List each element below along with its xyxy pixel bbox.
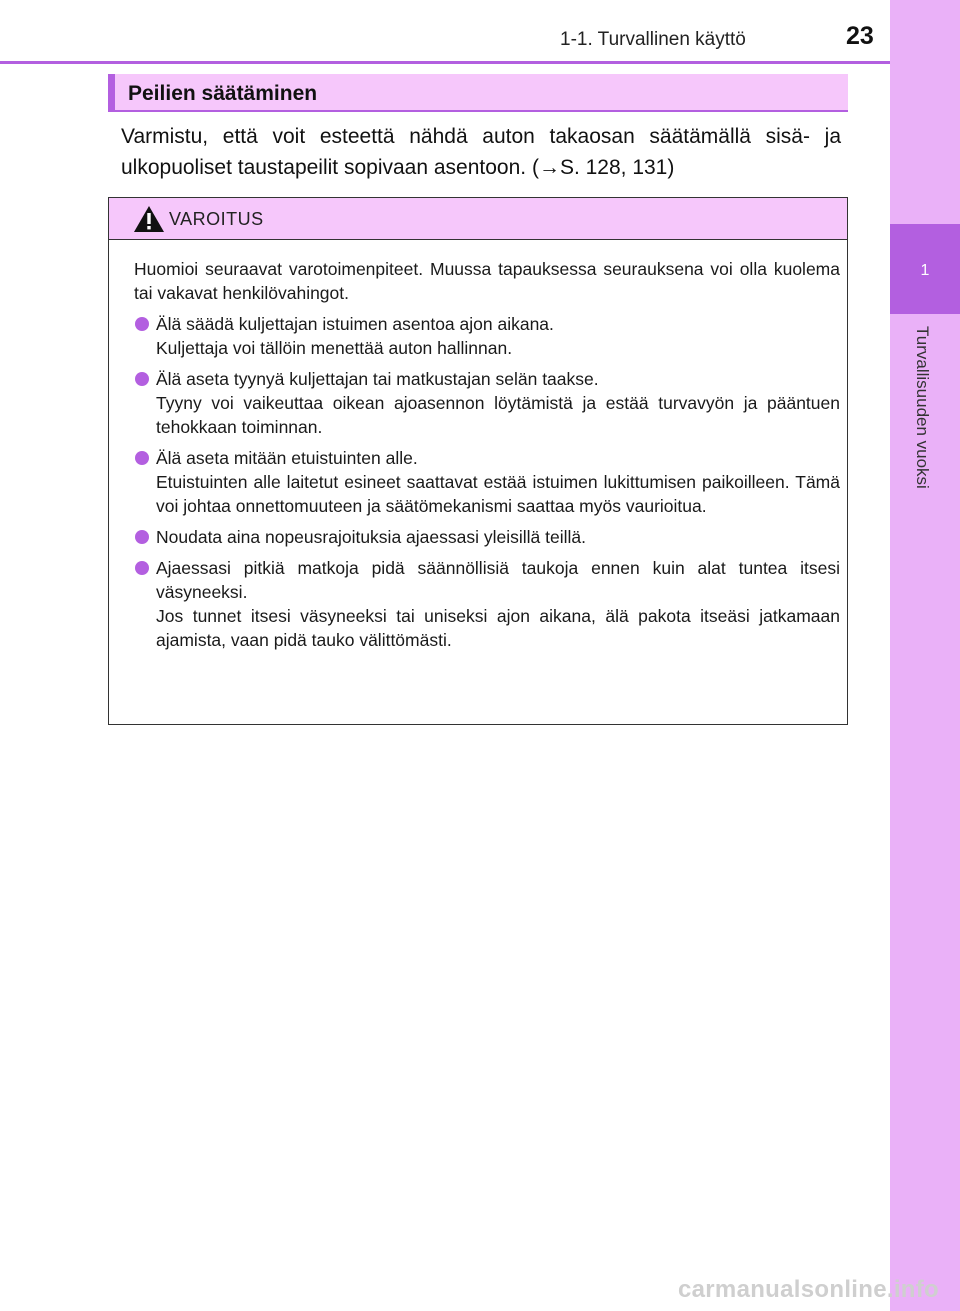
warning-item — [134, 367, 840, 439]
warning-item — [134, 525, 840, 549]
warning-item-title: Älä säädä kuljettajan istuimen asentoa ajon aikana. — [156, 314, 554, 334]
page-header — [0, 0, 890, 62]
page-number: 23 — [846, 22, 874, 50]
warning-list — [134, 312, 840, 652]
chapter-label: Turvallisuuden vuoksi — [913, 326, 932, 489]
warning-item-title: Älä aseta tyynyä kuljettajan tai matkustajan selän taakse. — [156, 369, 599, 389]
warning-body — [134, 257, 840, 659]
warning-item — [134, 446, 840, 518]
warning-header — [109, 198, 847, 240]
header-rule — [0, 61, 890, 64]
warning-item-text: Jos tunnet itsesi väsyneeksi tai uniseksi ajon aikana, älä pakota itseäsi jatkamaan ajamista, vaan pidä tauko välittömästi. — [156, 606, 840, 650]
watermark: carmanualsonline.info — [678, 1276, 940, 1303]
warning-item-title: Ajaessasi pitkiä matkoja pidä säännöllisiä taukoja ennen kuin alat tuntea itsesi väsyneeksi. — [156, 558, 840, 602]
section-intro: Varmistu, että voit esteettä nähdä auton takaosan säätämällä sisä- ja ulkopuoliset taustapeilit sopivaan asentoon. (→S. 128, 131) — [121, 125, 841, 179]
warning-item — [134, 312, 840, 360]
warning-title: VAROITUS — [169, 209, 264, 229]
warning-item-text: Tyyny voi vaikeuttaa oikean ajoasennon löytämistä ja estää turvavyön ja pääntuen tehokkaan toiminnan. — [156, 393, 840, 437]
warning-intro: Huomioi seuraavat varotoimenpiteet. Muussa tapauksessa seurauksena voi olla kuolema tai vakavat henkilövahingot. — [134, 259, 840, 303]
warning-item-text: Etuistuinten alle laitetut esineet saattavat estää istuimen lukittumisen paikoilleen. Tämä voi johtaa onnettomuuteen ja säätömekanismi saattaa myös vaurioitua. — [156, 472, 840, 516]
warning-item — [134, 556, 840, 652]
chapter-number: 1 — [920, 262, 930, 279]
chapter-side-tab — [890, 0, 960, 1311]
bullet-dot-icon — [135, 451, 149, 465]
warning-box — [108, 197, 848, 725]
bullet-dot-icon — [135, 372, 149, 386]
warning-triangle-icon — [133, 205, 165, 233]
warning-item-title: Älä aseta mitään etuistuinten alle. — [156, 448, 418, 468]
chapter-label-container — [890, 326, 960, 526]
warning-item-title: Noudata aina nopeusrajoituksia ajaessasi yleisillä teillä. — [156, 527, 586, 547]
bullet-dot-icon — [135, 317, 149, 331]
section-heading-text: Peilien säätäminen — [128, 82, 318, 105]
section-title: 1-1. Turvallinen käyttö — [560, 29, 746, 50]
bullet-dot-icon — [135, 530, 149, 544]
bullet-dot-icon — [135, 561, 149, 575]
warning-item-text: Kuljettaja voi tällöin menettää auton hallinnan. — [156, 338, 513, 358]
section-heading — [108, 74, 848, 112]
